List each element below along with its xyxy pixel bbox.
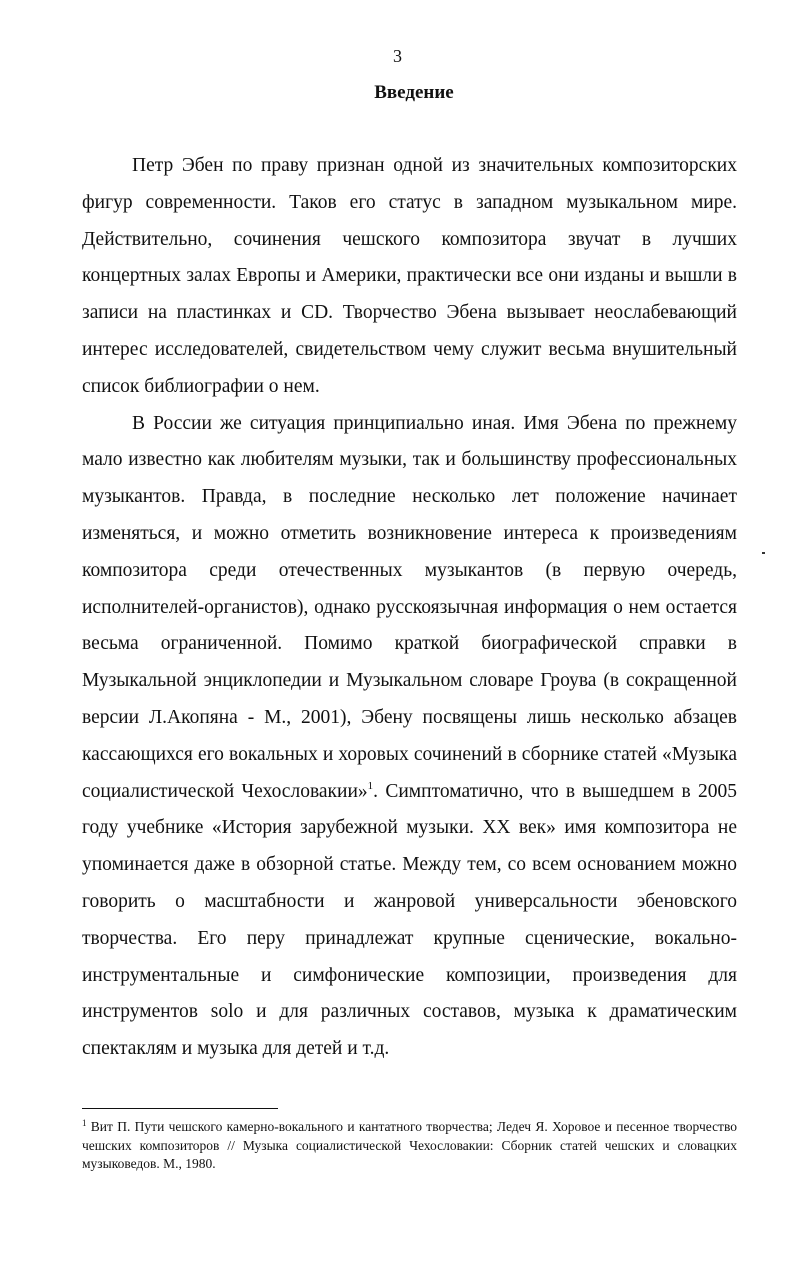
footnote-marker: 1 <box>82 1118 87 1128</box>
footnote-ref: 1 <box>367 779 374 792</box>
body-text <box>82 148 737 1068</box>
page-number: 3 <box>393 46 402 66</box>
paragraph-1: Петр Эбен по праву признан одной из значительных композиторских фигур современности. Таков его статус в западном музыкальном мире. Действительно, сочинения чешского композитора звучат в лучших концертных залах Европы и Америки, практически все они изданы и вышли в записи на пластинках и CD. Творчество Эбена вызывает неослабевающий интерес исследователей, свидетельством чему служит весьма внушительный список библиографии о нем. <box>82 155 737 397</box>
paragraph-2 <box>82 406 737 1068</box>
footnote-text: Вит П. Пути чешского камерно-вокального и кантатного творчества; Ледеч Я. Хоровое и песенное творчество чешских композиторов // Музыка социалистической Чехословакии: Сборник статей чешских и словацких музыковедов. М., 1980. <box>82 1119 737 1171</box>
footnote-divider <box>82 1108 278 1109</box>
margin-speck <box>762 552 765 554</box>
paragraph-2-text-end: . Симптоматично, что в вышедшем в 2005 году учебнике «История зарубежной музыки. XX век» имя композитора не упоминается даже в обзорной статье. Между тем, со всем основанием можно говорить о масштабности и жанровой универсальности эбеновского творчества. Его перу принадлежат крупные сценические, вокально-инструментальные и симфонические композиции, произведения для инструментов solo и для различных составов, музыка к драматическим спектаклям и музыка для детей и т.д. <box>82 780 737 1060</box>
footnote <box>82 1118 737 1174</box>
paragraph-2-text-start: В России же ситуация принципиально иная. Имя Эбена по прежнему мало известно как любителям музыки, так и большинству профессиональных музыкантов. Правда, в последние несколько лет положение начинает изменяться, и можно отметить возникновение интереса к произведениям композитора среди отечественных музыкантов (в первую очередь, исполнителей-органистов), однако русскоязычная информация о нем остается весьма ограниченной. Помимо краткой биографической справки в Музыкальной энциклопедии и Музыкальном словаре Гроува (в сокращенной версии Л.Акопяна - М., 2001), Эбену посвящены лишь несколько абзацев кассающихся его вокальных и хоровых сочинений в сборнике статей «Музыка социалистической Чехословакии» <box>82 412 737 802</box>
section-title: Введение <box>374 82 454 103</box>
